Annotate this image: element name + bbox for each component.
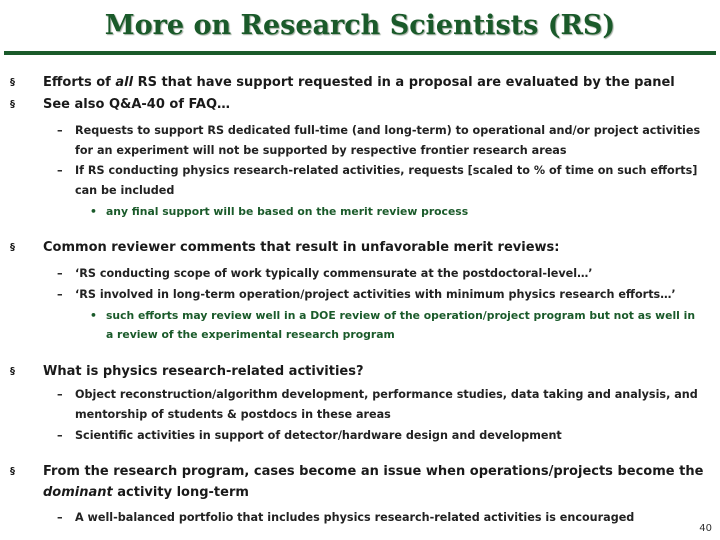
sub-item-rs-conducting <box>57 161 715 200</box>
sub-item-requests-text: Requests to support RS dedicated full-time (and long-term) to operational and/or project activities for an experiment will not be supported by respective frontier research areas <box>75 124 701 157</box>
dash-icon: – <box>57 429 63 442</box>
sub-sub-item-final-support-text: any final support will be based on the merit review process <box>106 205 469 218</box>
bullet-operations-issue <box>10 461 715 503</box>
sub-sub-item-doe-review-text: such efforts may review well in a DOE review of the operation/project program but not as well in a review of the experimental research program <box>106 309 696 341</box>
bullet-physics-activities-text: What is physics research-related activities? <box>43 364 364 379</box>
sub-sub-item-final-support <box>90 203 706 222</box>
bullet-reviewer-comments <box>10 237 715 258</box>
sub-item-detector-design-text: Scientific activities in support of detector/hardware design and development <box>75 429 562 442</box>
bullet-efforts-text-1: Efforts of <box>43 75 116 90</box>
dash-icon: – <box>57 267 63 280</box>
section-bullet-icon: § <box>10 242 15 253</box>
sub-item-object-reconstruction-text: Object reconstruction/algorithm development, performance studies, data taking and analysis, and mentorship of students & postdocs in these areas <box>75 388 698 421</box>
bullet-reviewer-comments-text: Common reviewer comments that result in unfavorable merit reviews: <box>43 240 560 255</box>
section-bullet-icon: § <box>10 99 15 110</box>
dot-icon: • <box>90 309 97 322</box>
sub-item-portfolio-text: A well-balanced portfolio that includes physics research-related activities is encouraged <box>75 511 635 524</box>
sub-item-rs-conducting-text: If RS conducting physics research-related activities, requests [scaled to % of time on such efforts] can be included <box>75 164 698 197</box>
bullet-operations-issue-text-1: From the research program, cases become an issue when operations/projects become the <box>43 464 704 479</box>
title-rule <box>4 51 716 55</box>
dash-icon: – <box>57 388 63 401</box>
bullet-physics-activities <box>10 361 715 382</box>
bullet-operations-issue-text-2: activity long-term <box>112 485 249 500</box>
sub-item-postdoctoral <box>57 264 715 284</box>
sub-item-long-term <box>57 285 715 305</box>
dash-icon: – <box>57 124 63 137</box>
bullet-faq-text: See also Q&A-40 of FAQ… <box>43 97 231 112</box>
sub-item-detector-design <box>57 426 715 446</box>
sub-item-portfolio <box>57 508 675 528</box>
sub-item-object-reconstruction <box>57 385 715 424</box>
dash-icon: – <box>57 288 63 301</box>
page-number: 40 <box>699 523 712 534</box>
section-bullet-icon: § <box>10 366 15 377</box>
bullet-operations-issue-emphasis: dominant <box>43 485 113 500</box>
bullet-faq <box>10 94 715 115</box>
bullet-efforts-emphasis: all <box>115 75 134 90</box>
sub-item-requests <box>57 121 715 160</box>
dash-icon: – <box>57 511 63 524</box>
slide-title: More on Research Scientists (RS) <box>104 10 616 41</box>
dash-icon: – <box>57 164 63 177</box>
sub-sub-item-doe-review <box>90 307 706 344</box>
bullet-efforts <box>10 72 715 93</box>
sub-item-long-term-text: ‘RS involved in long-term operation/project activities with minimum physics research efforts…’ <box>75 288 676 301</box>
section-bullet-icon: § <box>10 466 15 477</box>
sub-item-postdoctoral-text: ‘RS conducting scope of work typically commensurate at the postdoctoral-level…’ <box>75 267 593 280</box>
bullet-efforts-text-2: RS that have support requested in a proposal are evaluated by the panel <box>133 75 675 90</box>
section-bullet-icon: § <box>10 77 15 88</box>
dot-icon: • <box>90 205 97 218</box>
